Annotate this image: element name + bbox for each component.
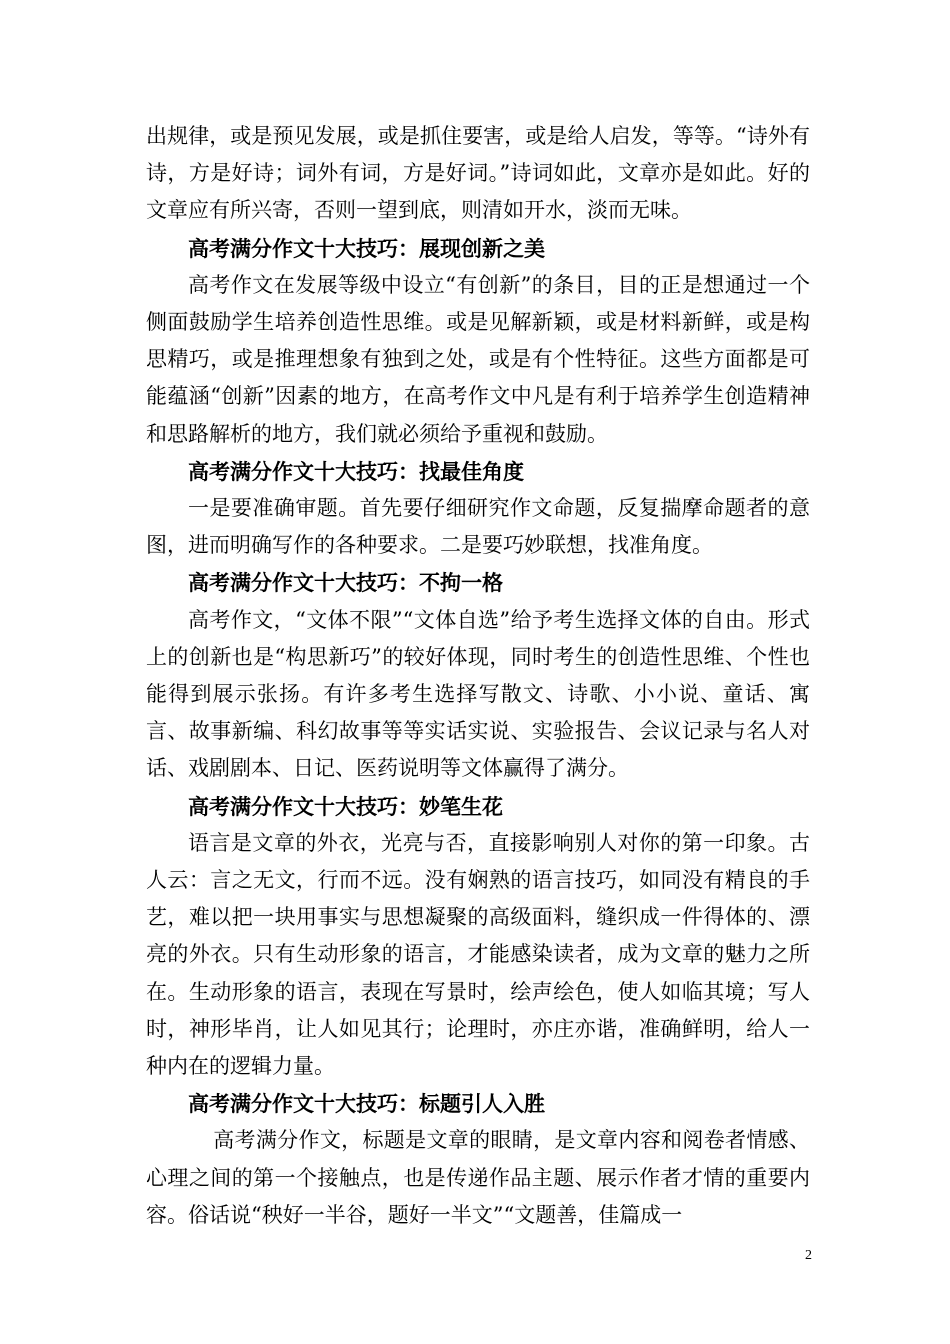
paragraph-attractive-title: 高考满分作文，标题是文章的眼睛，是文章内容和阅卷者情感、心理之间的第一个接触点，也是传递作品主题、展示作者才情的重要内容。俗话说“秧好一半谷，题好一半文”“文题善，佳篇成一 (146, 1128, 810, 1227)
document-body (146, 118, 810, 1234)
paragraph-brilliant-writing: 语言是文章的外衣，光亮与否，直接影响别人对你的第一印象。古人云：言之无文，行而不远。没有娴熟的语言技巧，如同没有精良的手艺，难以把一块用事实与思想凝聚的高级面料，缝织成一件得体的、漂亮的外衣。只有生动形象的语言，才能感染读者，成为文章的魅力之所在。生动形象的语言，表现在写景时，绘声绘色，使人如临其境；写人时，神形毕肖，让人如见其行；论理时，亦庄亦谐，准确鲜明，给人一种内在的逻辑力量。 (146, 830, 810, 1079)
section-heading-unconventional: 高考满分作文十大技巧：不拘一格 (188, 570, 503, 596)
paragraph-continuation: 出规律，或是预见发展，或是抓住要害，或是给人启发，等等。“诗外有诗，方是好诗；词外有词，方是好词。”诗词如此，文章亦是如此。好的文章应有所兴寄，否则一望到底，则清如开水，淡而无味。 (146, 124, 810, 223)
section-heading-brilliant-writing: 高考满分作文十大技巧：妙笔生花 (188, 793, 503, 819)
section-heading-best-angle: 高考满分作文十大技巧：找最佳角度 (188, 458, 524, 484)
page-number: 2 (805, 1248, 812, 1263)
paragraph-innovation: 高考作文在发展等级中设立“有创新”的条目，目的正是想通过一个侧面鼓励学生培养创造性思维。或是见解新颖，或是材料新鲜，或是构思精巧，或是推理想象有独到之处，或是有个性特征。这些方面都是可能蕴涵“创新”因素的地方，在高考作文中凡是有利于培养学生创造精神和思路解析的地方，我们就必须给予重视和鼓励。 (146, 272, 810, 446)
section-heading-attractive-title: 高考满分作文十大技巧：标题引人入胜 (188, 1091, 545, 1117)
paragraph-unconventional: 高考作文，“文体不限”“文体自选”给予考生选择文体的自由。形式上的创新也是“构思新巧”的较好体现，同时考生的创造性思维、个性也能得到展示张扬。有许多考生选择写散文、诗歌、小小说、童话、寓言、故事新编、科幻故事等等实话实说、实验报告、会议记录与名人对话、戏剧剧本、日记、医药说明等文体赢得了满分。 (146, 607, 810, 781)
paragraph-best-angle: 一是要准确审题。首先要仔细研究作文命题，反复揣摩命题者的意图，进而明确写作的各种要求。二是要巧妙联想，找准角度。 (146, 496, 810, 558)
section-heading-innovation: 高考满分作文十大技巧：展现创新之美 (188, 235, 545, 261)
